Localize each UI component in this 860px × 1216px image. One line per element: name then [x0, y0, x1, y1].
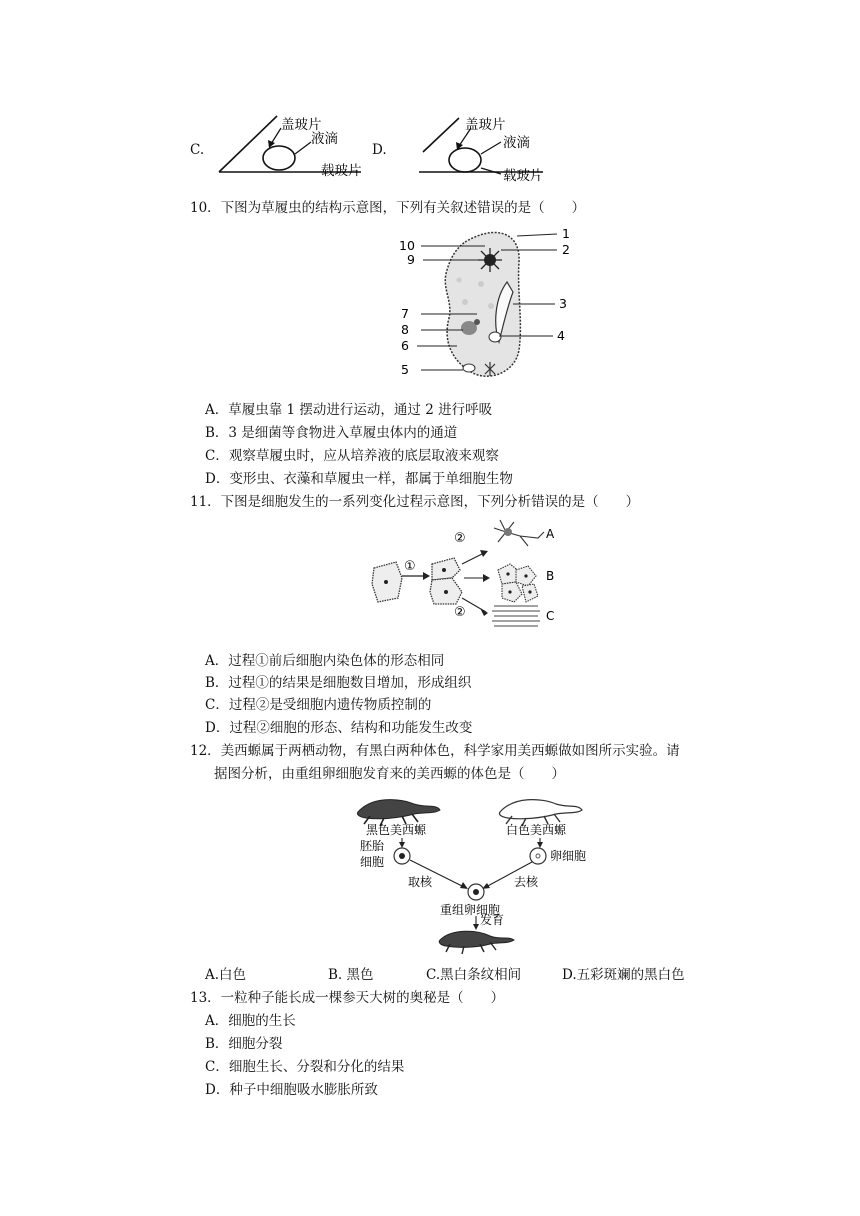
q12-option-b: B. 黑色 — [328, 967, 374, 983]
label-10: 10 — [399, 238, 415, 253]
white-axolotl-label: 白色美西螈 — [506, 823, 567, 837]
cover-slip-label-d: 盖玻片 — [465, 117, 506, 133]
cover-slip-label-c: 盖玻片 — [281, 117, 322, 133]
process-2-label-b: ② — [454, 605, 466, 620]
label-4: 4 — [557, 328, 565, 343]
q10-option-b: B．3 是细菌等食物进入草履虫体内的通道 — [205, 425, 458, 441]
label-1: 1 — [562, 226, 570, 241]
label-2: 2 — [562, 242, 570, 257]
cell-change-diagram — [368, 512, 568, 634]
process-1-label: ① — [404, 559, 416, 574]
slide-diagram-d — [393, 112, 563, 187]
develop-label: 发育 — [480, 913, 505, 927]
q11-option-a: A．过程①前后细胞内染色体的形态相同 — [205, 653, 445, 669]
slide-label-d: 载玻片 — [503, 168, 544, 184]
q11-option-d: D．过程②细胞的形态、结构和功能发生改变 — [205, 720, 473, 736]
q12-option-d: D.五彩斑斓的黑白色 — [562, 967, 685, 983]
remove-nucleus-label: 去核 — [514, 875, 539, 889]
embryo-label-line1: 胚胎 — [360, 839, 385, 853]
q12-option-c: C.黑白条纹相间 — [426, 967, 522, 983]
paramecium-diagram — [395, 222, 580, 382]
slide-diagram-c — [215, 112, 365, 187]
option-c-label: C. — [190, 142, 205, 158]
black-axolotl-label: 黑色美西螈 — [366, 823, 427, 837]
drop-label-c: 液滴 — [311, 131, 338, 147]
label-5: 5 — [401, 362, 409, 377]
question-12-stem-line2: 据图分析，由重组卵细胞发育来的美西螈的体色是（ ） — [214, 766, 565, 782]
label-A: A — [546, 527, 555, 541]
q12-option-a: A.白色 — [205, 967, 247, 983]
question-10-stem: 10．下图为草履虫的结构示意图，下列有关叙述错误的是（ ） — [190, 200, 586, 216]
q13-option-a: A．细胞的生长 — [205, 1013, 296, 1029]
recombined-egg-label: 重组卵细胞 — [440, 903, 501, 917]
embryo-label-line2: 细胞 — [360, 855, 385, 869]
label-7: 7 — [401, 306, 409, 321]
label-C: C — [546, 609, 555, 623]
q11-option-b: B．过程①的结果是细胞数目增加，形成组织 — [205, 675, 472, 691]
slide-label-c: 载玻片 — [321, 163, 362, 179]
process-2-label-a: ② — [454, 531, 466, 546]
label-3: 3 — [559, 296, 567, 311]
option-d-label: D. — [372, 142, 387, 158]
question-11-stem: 11．下图是细胞发生的一系列变化过程示意图，下列分析错误的是（ ） — [190, 494, 640, 510]
egg-cell-label: 卵细胞 — [550, 849, 587, 863]
label-9: 9 — [407, 252, 415, 267]
axolotl-experiment-diagram — [350, 790, 590, 956]
label-8: 8 — [401, 322, 409, 337]
q13-option-c: C．细胞生长、分裂和分化的结果 — [205, 1059, 405, 1075]
q10-option-a: A．草履虫靠 1 摆动进行运动，通过 2 进行呼吸 — [205, 402, 493, 418]
q10-option-c: C．观察草履虫时，应从培养液的底层取液来观察 — [205, 448, 499, 464]
drop-label-d: 液滴 — [503, 135, 530, 151]
q13-option-d: D．种子中细胞吸水膨胀所致 — [205, 1082, 378, 1098]
label-6: 6 — [401, 338, 409, 353]
question-13-stem: 13．一粒种子能长成一棵参天大树的奥秘是（ ） — [190, 990, 505, 1006]
q13-option-b: B．细胞分裂 — [205, 1036, 283, 1052]
q11-option-c: C．过程②是受细胞内遗传物质控制的 — [205, 697, 432, 713]
take-nucleus-label: 取核 — [408, 875, 433, 889]
q10-option-d: D．变形虫、衣藻和草履虫一样，都属于单细胞生物 — [205, 471, 513, 487]
question-12-stem-line1: 12．美西螈属于两栖动物，有黑白两种体色，科学家用美西螈做如图所示实验。请 — [190, 743, 680, 759]
label-B: B — [546, 569, 555, 583]
